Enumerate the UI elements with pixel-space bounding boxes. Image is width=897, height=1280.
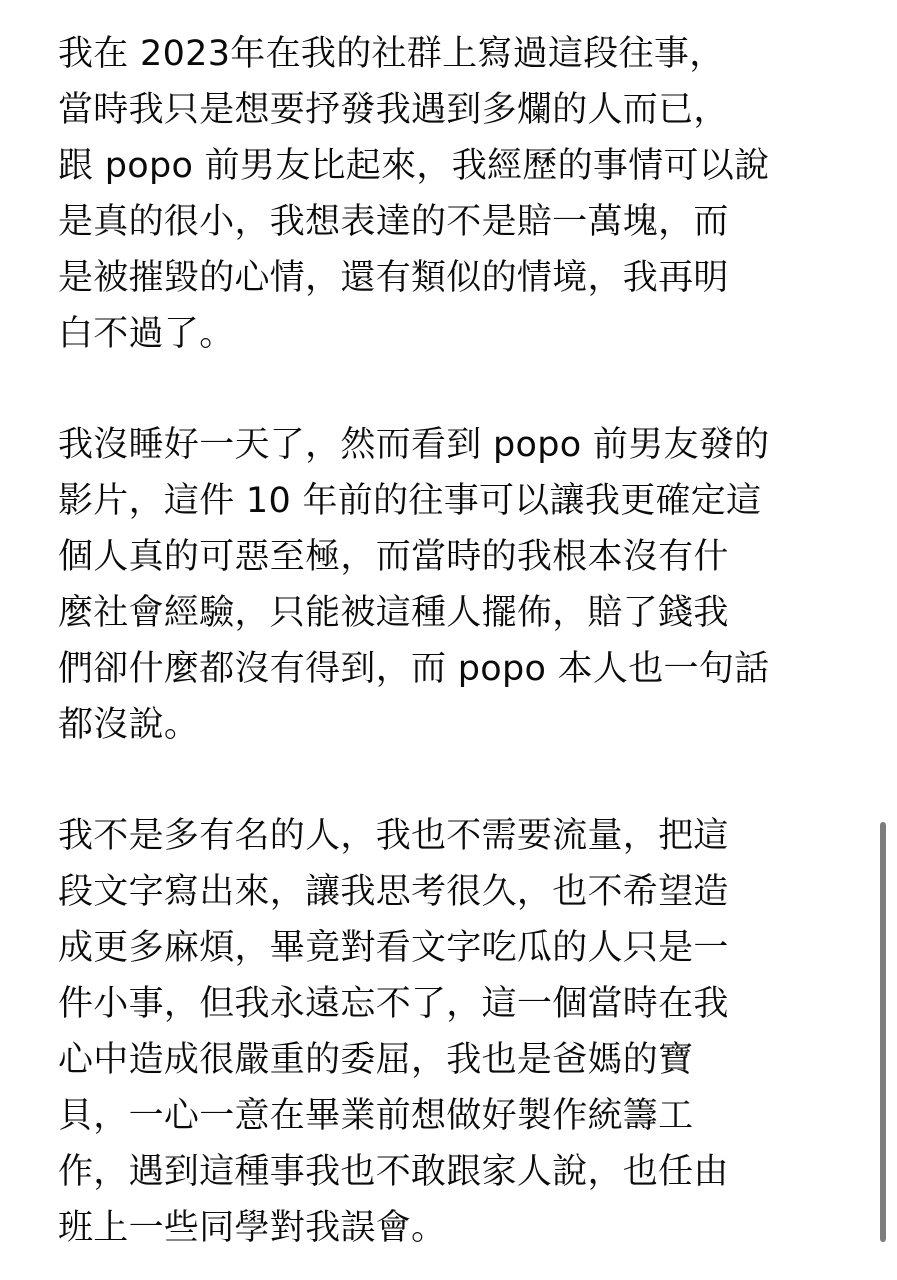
paragraph-2 — [58, 417, 848, 753]
paragraph-3 — [58, 808, 848, 1256]
paragraph-line: 都沒說。 — [58, 705, 200, 745]
paragraph-line: 我沒睡好一天了，然而看到 popo 前男友發的 — [58, 425, 770, 465]
paragraph-line: 是真的很小，我想表達的不是賠一萬塊，而 — [58, 202, 729, 242]
scrollbar-thumb[interactable] — [880, 822, 886, 1242]
paragraph-line: 白不過了。 — [58, 314, 235, 354]
paragraph-line: 心中造成很嚴重的委屈，我也是爸媽的寶 — [58, 1040, 694, 1080]
paragraph-1 — [58, 26, 848, 362]
paragraph-line: 成更多麻煩，畢竟對看文字吃瓜的人只是一 — [58, 928, 729, 968]
post-body — [58, 26, 848, 1256]
paragraph-line: 個人真的可惡至極，而當時的我根本沒有什 — [58, 537, 729, 577]
paragraph-line: 影片，這件 10 年前的往事可以讓我更確定這 — [58, 481, 762, 521]
paragraph-line: 班上一些同學對我誤會。 — [58, 1208, 447, 1248]
paragraph-line: 們卻什麼都沒有得到，而 popo 本人也一句話 — [58, 649, 770, 689]
paragraph-line: 貝，一心一意在畢業前想做好製作統籌工 — [58, 1096, 694, 1136]
paragraph-line: 跟 popo 前男友比起來，我經歷的事情可以說 — [58, 146, 770, 186]
paragraph-line: 我不是多有名的人，我也不需要流量，把這 — [58, 816, 729, 856]
paragraph-line: 件小事，但我永遠忘不了，這一個當時在我 — [58, 984, 729, 1024]
paragraph-line: 麼社會經驗，只能被這種人擺佈，賠了錢我 — [58, 593, 729, 633]
paragraph-line: 作，遇到這種事我也不敢跟家人說，也任由 — [58, 1152, 729, 1192]
paragraph-line: 是被摧毀的心情，還有類似的情境，我再明 — [58, 258, 729, 298]
paragraph-line: 當時我只是想要抒發我遇到多爛的人而已， — [58, 90, 729, 130]
paragraph-line: 段文字寫出來，讓我思考很久，也不希望造 — [58, 872, 729, 912]
paragraph-line: 我在 2023年在我的社群上寫過這段往事， — [58, 34, 725, 74]
